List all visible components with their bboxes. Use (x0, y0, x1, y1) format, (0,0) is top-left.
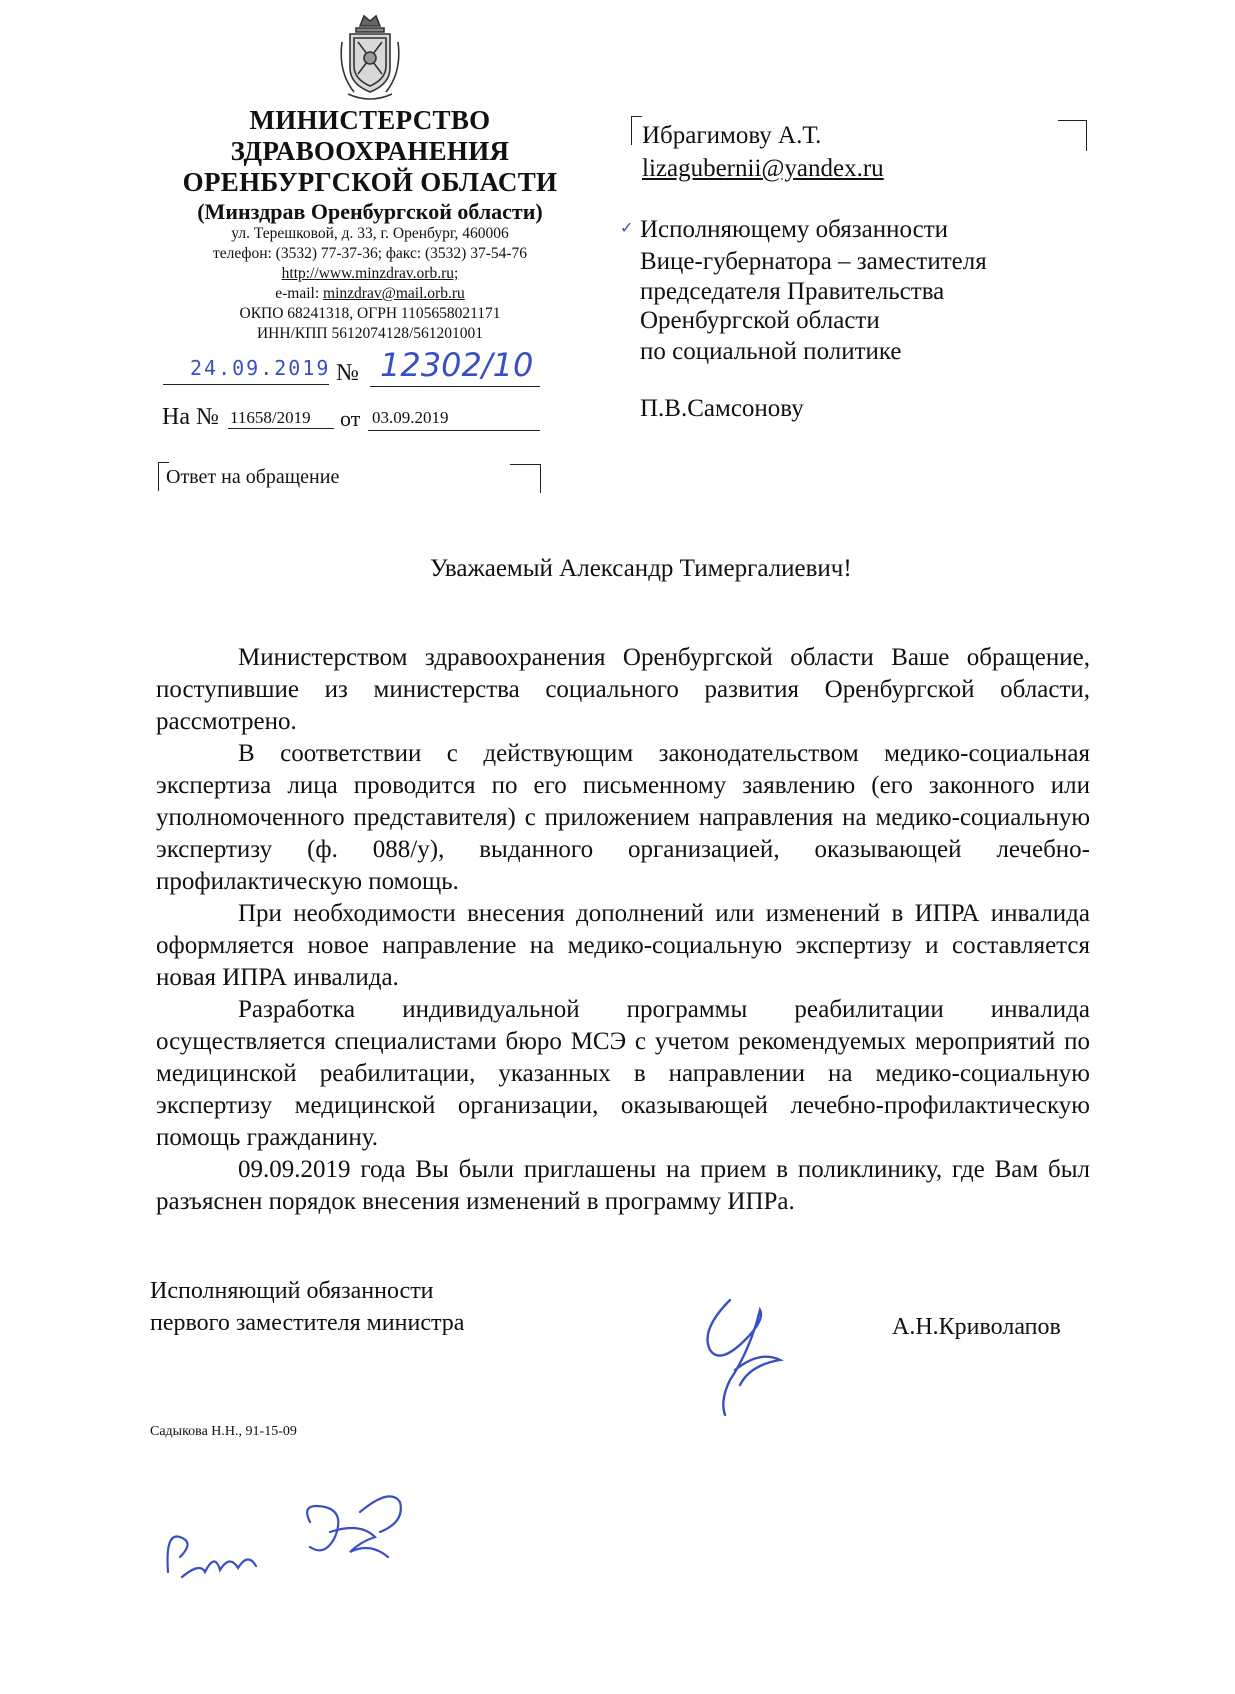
executor-info: Садыкова Н.Н., 91-15-09 (150, 1424, 297, 1439)
ref-number: 11658/2019 (230, 408, 311, 427)
signature-handwritten-icon (690, 1290, 800, 1420)
subject-text: Ответ на обращение (166, 466, 340, 488)
signer-position-line2: первого заместителя министра (150, 1310, 465, 1336)
recipient-corner-right (1058, 120, 1087, 151)
org-name-line3: ОРЕНБУРГСКОЙ ОБЛАСТИ (182, 167, 558, 197)
body-paragraph-1: Министерством здравоохранения Оренбургской области Ваше обращение, поступившие из министерства социального развития Оренбургской области, рассмотрено. (156, 644, 1090, 735)
recipient-second-line3: председателя Правительства (640, 278, 945, 305)
org-inn: ИНН/КПП 5612074128/561201001 (256, 325, 484, 342)
body-paragraph-3: При необходимости внесения дополнений или изменений в ИПРА инвалида оформляется новое направление на медико-социальную экспертизу и составляется новая ИПРА инвалида. (156, 900, 1090, 991)
subject-corner-right (510, 464, 541, 493)
approval-initials-icon (160, 1482, 420, 1582)
signer-name: А.Н.Криволапов (892, 1314, 1061, 1340)
recipient-second-line4: Оренбургской области (640, 307, 880, 334)
org-okpo: ОКПО 68241318, ОГРН 1105658021171 (239, 305, 501, 322)
org-short-name: (Минздрав Оренбургской области) (197, 199, 543, 224)
check-mark-icon: ✓ (620, 220, 634, 237)
org-name-line2: ЗДРАВООХРАНЕНИЯ (230, 136, 510, 166)
body-paragraph-4: Разработка индивидуальной программы реабилитации инвалида осуществляется специалистами бюро МСЭ с учетом рекомендуемых мероприятий по медицинской реабилитации, указанных в направлении на медико-социальную экспертизу медицинской организации, оказывающей лечебно-профилактическую помощь гражданину. (156, 996, 1090, 1151)
org-email-label: e-mail: (275, 285, 324, 302)
coat-of-arms-icon (338, 12, 402, 104)
ref-date: 03.09.2019 (372, 408, 449, 427)
recipient-second-line5: по социальной политике (640, 338, 902, 365)
org-email-link[interactable]: minzdrav@mail.orb.ru (323, 285, 465, 302)
org-email-row (150, 284, 590, 304)
reg-number-label: № (336, 360, 359, 386)
recipient-first-name: Ибрагимову А.Т. (642, 122, 822, 149)
org-name-line1: МИНИСТЕРСТВО (249, 105, 491, 135)
ref-label: На № (162, 404, 219, 430)
recipient-second-line1: Исполняющему обязанности (640, 216, 948, 243)
letter-body (156, 642, 1090, 1218)
org-phone: телефон: (3532) 77-37-36; факс: (3532) 37-54-76 (212, 245, 528, 262)
reg-date-stamp: 24.09.2019 (190, 356, 331, 380)
org-website-link[interactable]: http://www.minzdrav.orb.ru; (281, 265, 459, 282)
reg-number-handwritten: 12302/10 (380, 346, 534, 384)
org-address: ул. Терешковой, д. 33, г. Оренбург, 460006 (231, 225, 509, 242)
recipient-corner-left (631, 116, 642, 145)
recipient-second-line2: Вице-губернатора – заместителя (640, 248, 987, 275)
body-paragraph-2: В соответствии с действующим законодательством медико-социальная экспертиза лица проводится по его письменному заявлению (его законного или уполномоченного представителя) с приложением направления на медико-социальную экспертизу (ф. 088/у), выданного организацией, оказывающей лечебно-профилактическую помощь. (156, 740, 1090, 895)
signer-position (150, 1275, 464, 1339)
recipient-first-email[interactable]: lizagubernii@yandex.ru (642, 155, 884, 182)
signer-position-line1: Исполняющий обязанности (150, 1278, 434, 1304)
ref-from-label: от (340, 406, 361, 431)
recipient-second-name: П.В.Самсонову (640, 395, 804, 422)
salutation: Уважаемый Александр Тимергалиевич! (430, 555, 852, 582)
body-paragraph-5: 09.09.2019 года Вы были приглашены на прием в поликлинику, где Вам был разъяснен порядок внесения изменений в программу ИПРа. (156, 1156, 1090, 1215)
